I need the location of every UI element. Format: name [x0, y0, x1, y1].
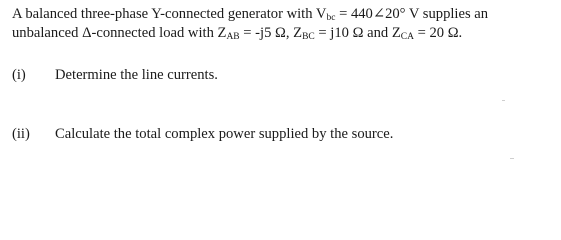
question-1-number: (i)	[12, 67, 26, 83]
zbc-subscript: BC	[302, 32, 315, 42]
zca-value: = 20 Ω.	[413, 25, 463, 41]
question-2-text: Calculate the total complex power supplied by the source.	[55, 126, 394, 142]
zca-subscript: CA	[400, 32, 414, 42]
zab-subscript: AB	[226, 32, 240, 42]
zab-value: = -j5 Ω, Z	[239, 25, 303, 41]
line1-text-post: = 440∠20° V supplies an	[335, 6, 489, 22]
problem-statement-line-1	[12, 5, 488, 23]
line1-text-pre: A balanced three-phase Y-connected generator with V	[12, 6, 327, 22]
question-2-number: (ii)	[12, 126, 30, 142]
scan-artifact-mark	[510, 158, 514, 159]
scan-artifact-mark	[502, 100, 505, 101]
zbc-value: = j10 Ω and Z	[314, 25, 401, 41]
line2-text-pre: unbalanced Δ-connected load with Z	[12, 25, 227, 41]
vbc-subscript: bc	[326, 13, 336, 23]
problem-statement-line-2	[12, 24, 462, 42]
question-1-text: Determine the line currents.	[55, 67, 218, 83]
